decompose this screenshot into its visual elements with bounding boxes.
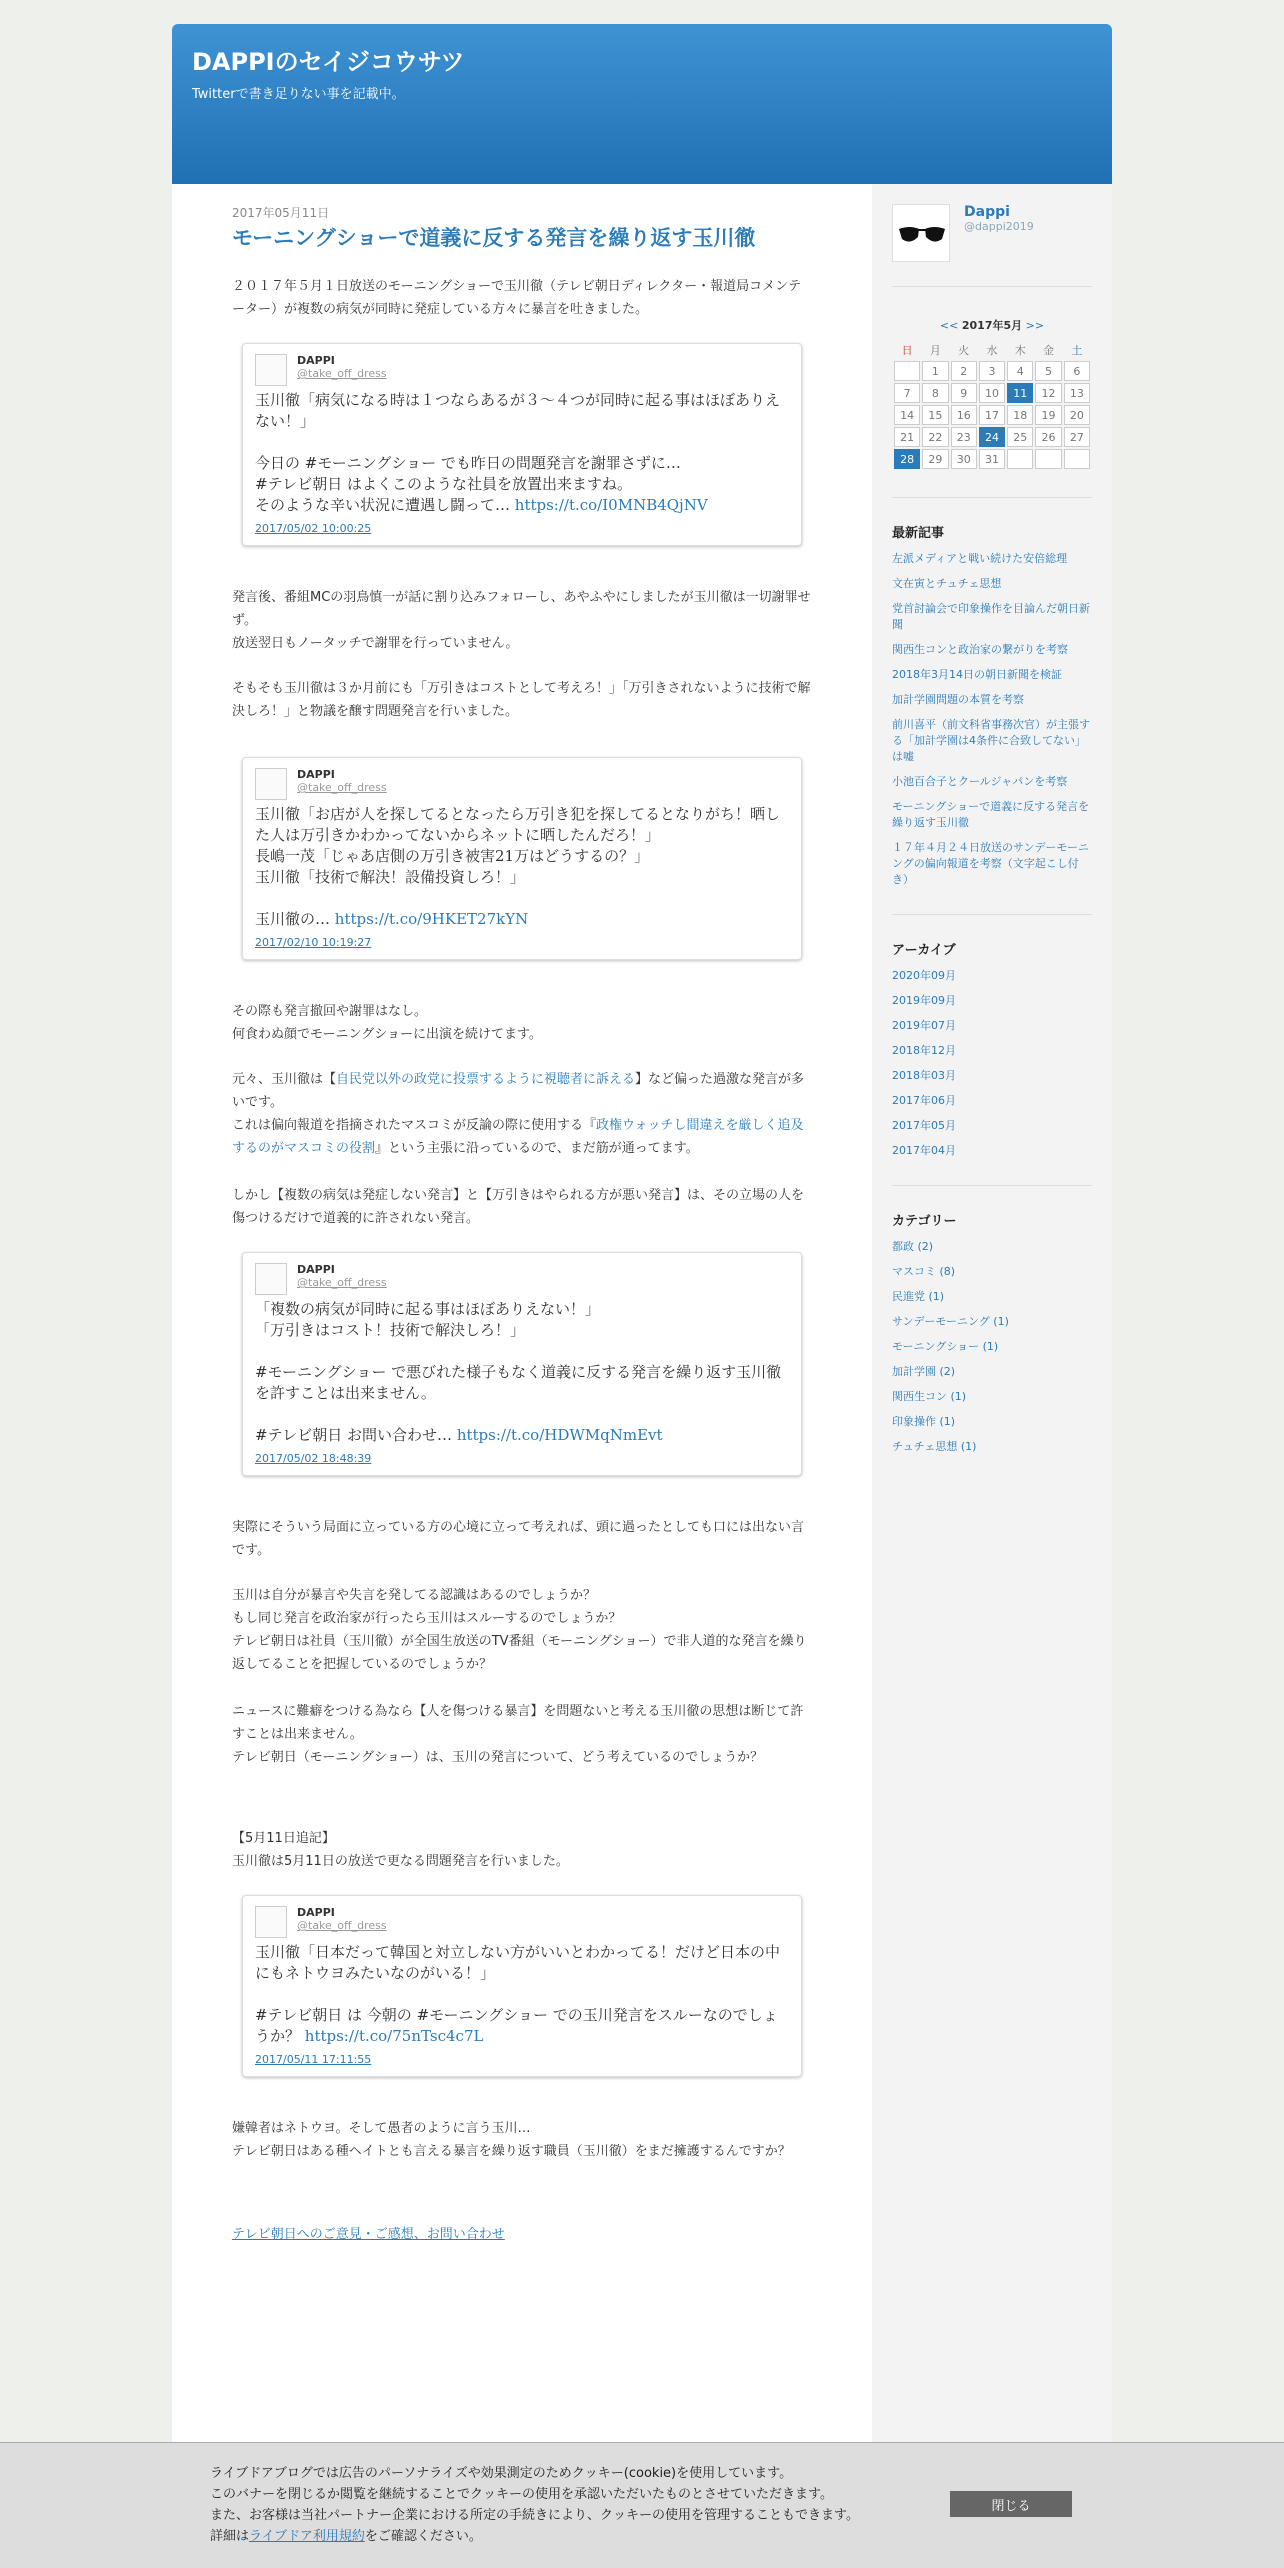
recent-post-link[interactable]: 前川喜平（前文科省事務次官）が主張する「加計学園は4条件に合致してない」は嘘 bbox=[892, 718, 1090, 763]
calendar-day bbox=[1007, 449, 1033, 469]
article bbox=[172, 184, 872, 2474]
embedded-tweet bbox=[242, 343, 802, 546]
calendar-day: 25 bbox=[1007, 427, 1033, 447]
category-link[interactable]: 加計学園 (2) bbox=[892, 1365, 956, 1378]
recent-post-link[interactable]: 2018年3月14日の朝日新聞を検証 bbox=[892, 668, 1062, 681]
category-link[interactable]: 関西生コン (1) bbox=[892, 1390, 967, 1403]
paragraph: しかし【複数の病気は発症しない発言】と【万引きはやられる方が悪い発言】は、その立場の人を傷つけるだけで道義的に許されない発言。 bbox=[232, 1188, 805, 1227]
section-title: カテゴリー bbox=[892, 1214, 957, 1229]
post-date: 2017年05月11日 bbox=[232, 206, 330, 220]
archive-link[interactable]: 2018年03月 bbox=[892, 1069, 956, 1082]
calendar-day: 29 bbox=[922, 449, 948, 469]
text-span: これは偏向報道を指摘されたマスコミが反論の際に使用する『 bbox=[232, 1118, 597, 1134]
tweet-avatar[interactable] bbox=[255, 1906, 287, 1938]
calendar bbox=[892, 317, 1092, 471]
calendar-day: 4 bbox=[1007, 361, 1033, 381]
recent-post-link[interactable]: 関西生コンと政治家の繋がりを考察 bbox=[892, 643, 1068, 656]
calendar-day: 9 bbox=[951, 383, 977, 403]
tweet-author[interactable]: DAPPI bbox=[297, 768, 335, 782]
tweet-link[interactable]: https://t.co/9HKET27kYN bbox=[334, 910, 529, 929]
calendar-day: 30 bbox=[951, 449, 977, 469]
calendar-day: 8 bbox=[922, 383, 948, 403]
avatar[interactable] bbox=[892, 204, 950, 262]
calendar-day: 14 bbox=[894, 405, 920, 425]
calendar-day: 5 bbox=[1035, 361, 1061, 381]
calendar-day: 20 bbox=[1064, 405, 1090, 425]
calendar-day: 15 bbox=[922, 405, 948, 425]
cookie-banner bbox=[0, 2442, 1284, 2568]
recent-post-link[interactable]: １７年４月２４日放送のサンデーモーニングの偏向報道を考察（文字起こし付き） bbox=[892, 841, 1090, 886]
embedded-tweet bbox=[242, 757, 802, 960]
contact-link[interactable]: テレビ朝日へのご意見・ご感想、お問い合わせ bbox=[232, 2227, 505, 2243]
recent-post-link[interactable]: 左派メディアと戦い続けた安倍総理 bbox=[892, 552, 1068, 565]
section-title: アーカイブ bbox=[892, 943, 956, 958]
calendar-weekday: 木 bbox=[1014, 344, 1026, 357]
recent-post-link[interactable]: 党首討論会で印象操作を目論んだ朝日新聞 bbox=[892, 602, 1090, 631]
archive-link[interactable]: 2017年06月 bbox=[892, 1094, 956, 1107]
recent-posts bbox=[892, 497, 1092, 888]
inline-link[interactable]: 政権ウォッチし間違えを厳しく追及するのがマスコミの役割 bbox=[232, 1118, 804, 1157]
calendar-day bbox=[1064, 449, 1090, 469]
calendar-month: 2017年5月 bbox=[961, 319, 1023, 332]
calendar-day: 17 bbox=[979, 405, 1005, 425]
recent-post-link[interactable]: モーニングショーで道義に反する発言を繰り返す玉川徹 bbox=[892, 800, 1090, 829]
sidebar bbox=[872, 184, 1112, 2474]
calendar-next[interactable]: >> bbox=[1025, 319, 1045, 332]
calendar-day: 13 bbox=[1064, 383, 1090, 403]
embedded-tweet bbox=[242, 1895, 802, 2077]
profile-name[interactable]: Dappi bbox=[964, 204, 1010, 220]
calendar-day bbox=[894, 361, 920, 381]
calendar-day: 21 bbox=[894, 427, 920, 447]
tweet-timestamp[interactable]: 2017/05/11 17:11:55 bbox=[255, 2053, 372, 2067]
tweet-timestamp[interactable]: 2017/05/02 10:00:25 bbox=[255, 522, 372, 536]
recent-post-link[interactable]: 加計学園問題の本質を考察 bbox=[892, 693, 1024, 706]
calendar-day: 12 bbox=[1035, 383, 1061, 403]
category-link[interactable]: サンデーモーニング (1) bbox=[892, 1315, 1009, 1328]
tweet-body: 「複数の病気が同時に起る事はほぼありえない！」 「万引きはコスト！技術で解決しろ！」 #モーニングショー で悪びれた様子もなく道義に反する発言を繰り返す玉川徹を許すことは出来ません。 #テレビ朝日 お問い合わせ… bbox=[255, 1300, 782, 1445]
archive-link[interactable]: 2019年09月 bbox=[892, 994, 956, 1007]
tweet-timestamp[interactable]: 2017/05/02 18:48:39 bbox=[255, 1452, 372, 1466]
text-span: 元々、玉川徹は【 bbox=[232, 1072, 337, 1088]
calendar-day: 1 bbox=[922, 361, 948, 381]
calendar-prev[interactable]: << bbox=[939, 319, 959, 332]
tweet-link[interactable]: https://t.co/75nTsc4c7L bbox=[304, 2027, 484, 2046]
calendar-day: 2 bbox=[951, 361, 977, 381]
calendar-weekday: 月 bbox=[929, 344, 941, 357]
tweet-avatar[interactable] bbox=[255, 354, 287, 386]
cookie-message-end: をご確認ください。 bbox=[364, 2529, 482, 2544]
tweet-author[interactable]: DAPPI bbox=[297, 1906, 335, 1920]
calendar-weekday: 水 bbox=[986, 344, 998, 357]
tweet-text bbox=[255, 1942, 789, 2047]
tweet-avatar[interactable] bbox=[255, 1263, 287, 1295]
paragraph: ２０１７年５月１日放送のモーニングショーで玉川徹（テレビ朝日ディレクター・報道局コメンテーター）が複数の病気が同時に発症している方々に暴言を吐きました。 bbox=[232, 279, 802, 318]
calendar-day: 3 bbox=[979, 361, 1005, 381]
paragraph: その際も発言撤回や謝罪はなし。 何食わぬ顔でモーニングショーに出演を続けてます。 bbox=[232, 1004, 542, 1043]
calendar-day: 19 bbox=[1035, 405, 1061, 425]
calendar-grid bbox=[892, 339, 1092, 471]
archives bbox=[892, 914, 1092, 1159]
blog-description: Twitterで書き足りない事を記載中。 bbox=[192, 87, 405, 102]
archive-link[interactable]: 2019年07月 bbox=[892, 1019, 956, 1032]
profile bbox=[892, 204, 1092, 287]
tweet-body: 玉川徹「病気になる時は１つならあるが３～４つが同時に起る事はほぼありえない！」 今日の #モーニングショー でも昨日の問題発言を謝罪さずに… #テレビ朝日 はよくこのような社員を放置出来ますね。 そのような辛い状況に遭遇し闘って… bbox=[255, 391, 781, 515]
section-title: 最新記事 bbox=[892, 526, 945, 541]
cookie-message: ライブドアブログでは広告のパーソナライズや効果測定のためクッキー(cookie)を使用しています。 このバナーを閉じるか閲覧を継続することでクッキーの使用を承認いただいたものとさせていただきます。 また、お客様は当社パートナー企業における所定の手続きにより、クッキーの使用を管理することもできます。 詳細は bbox=[210, 2466, 859, 2544]
archive-link[interactable]: 2017年05月 bbox=[892, 1119, 956, 1132]
tweet-link[interactable]: https://t.co/I0MNB4QjNV bbox=[514, 496, 708, 515]
category-link[interactable]: チュチェ思想 (1) bbox=[892, 1440, 977, 1453]
calendar-day: 26 bbox=[1035, 427, 1061, 447]
paragraph: 実際にそういう局面に立っている方の心境に立って考えれば、頭に過ったとしても口には出ない言です。 bbox=[232, 1520, 805, 1559]
calendar-day[interactable]: 24 bbox=[979, 427, 1005, 447]
paragraph: ニュースに難癖をつける為なら【人を傷つける暴言】を問題ないと考える玉川徹の思想は断じて許すことは出来ません。 テレビ朝日（モーニングショー）は、玉川の発言について、どう考えているのでしょうか？ bbox=[232, 1704, 804, 1766]
tweet-text bbox=[255, 804, 789, 930]
blog-title[interactable]: DAPPIのセイジコウサツ bbox=[192, 48, 465, 76]
blog-header bbox=[172, 24, 1112, 184]
paragraph: 発言後、番組MCの羽鳥慎一が話に割り込みフォローし、あやふやにしましたが玉川徹は一切謝罪せず。 放送翌日もノータッチで謝罪を行っていません。 bbox=[232, 590, 811, 652]
text-span: 』という主張に沿っているので、まだ筋が通ってます。 bbox=[375, 1141, 699, 1157]
calendar-weekday: 金 bbox=[1043, 344, 1055, 357]
recent-post-link[interactable]: 文在寅とチュチェ思想 bbox=[892, 577, 1002, 590]
calendar-day: 16 bbox=[951, 405, 977, 425]
tweet-avatar[interactable] bbox=[255, 768, 287, 800]
tweet-link[interactable]: https://t.co/HDWMqNmEvt bbox=[456, 1426, 663, 1445]
inline-link[interactable]: 自民党以外の政党に投票するように視聴者に訴える bbox=[336, 1072, 636, 1088]
tweet-timestamp[interactable]: 2017/02/10 10:19:27 bbox=[255, 936, 372, 950]
paragraph: そもそも玉川徹は３か月前にも「万引きはコストとして考えろ！」「万引きされないように技術で解決しろ！」と物議を醸す問題発言を行いました。 bbox=[232, 681, 811, 720]
calendar-weekday: 日 bbox=[901, 344, 913, 357]
tweet-handle[interactable]: @take_off_dress bbox=[297, 781, 387, 795]
category-link[interactable]: 印象操作 (1) bbox=[892, 1415, 956, 1428]
calendar-day: 22 bbox=[922, 427, 948, 447]
sunglasses-icon bbox=[893, 205, 951, 263]
category-link[interactable]: マスコミ (8) bbox=[892, 1265, 956, 1278]
tweet-body: 玉川徹「お店が人を探してるとなったら万引き犯を探してるとなりがち！晒した人は万引きかわかってないからネットに晒したんだろ！」 長嶋一茂「じゃあ店側の万引き被害21万はどうするの？」 玉川徹「技術で解決！設備投資しろ！」 玉川徹の… bbox=[255, 805, 781, 929]
calendar-day[interactable]: 28 bbox=[894, 449, 920, 469]
tweet-handle[interactable]: @take_off_dress bbox=[297, 1919, 387, 1933]
calendar-day: 18 bbox=[1007, 405, 1033, 425]
text-span: 】など偏った過激な発言が多いです。 bbox=[232, 1072, 805, 1111]
archive-link[interactable]: 2020年09月 bbox=[892, 969, 956, 982]
post-title[interactable]: モーニングショーで道義に反する発言を繰り返す玉川徹 bbox=[232, 226, 756, 250]
tweet-body: 玉川徹「日本だって韓国と対立しない方がいいとわかってる！だけど日本の中にもネトウヨみたいなのがいる！」 #テレビ朝日 は 今朝の #モーニングショー での玉川発言をスルーなのでしょうか？ bbox=[255, 1943, 781, 2046]
calendar-weekday: 土 bbox=[1071, 344, 1083, 357]
calendar-day: 23 bbox=[951, 427, 977, 447]
terms-link[interactable]: ライブドア利用規約 bbox=[249, 2529, 365, 2544]
calendar-day[interactable]: 11 bbox=[1007, 383, 1033, 403]
page-wrapper bbox=[172, 24, 1112, 2474]
tweet-text bbox=[255, 390, 789, 516]
calendar-day: 10 bbox=[979, 383, 1005, 403]
category-link[interactable]: 都政 (2) bbox=[892, 1240, 934, 1253]
paragraph: 嫌韓者はネトウヨ。そして愚者のように言う玉川… テレビ朝日はある種ヘイトとも言える暴言を繰り返す職員（玉川徹）をまだ擁護するんですか？ bbox=[232, 2121, 791, 2160]
profile-id: @dappi2019 bbox=[964, 220, 1034, 233]
categories bbox=[892, 1185, 1092, 1455]
tweet-handle[interactable]: @take_off_dress bbox=[297, 367, 387, 381]
embedded-tweet bbox=[242, 1252, 802, 1476]
calendar-day: 31 bbox=[979, 449, 1005, 469]
recent-post-link[interactable]: 小池百合子とクールジャパンを考察 bbox=[892, 775, 1068, 788]
archive-link[interactable]: 2018年12月 bbox=[892, 1044, 956, 1057]
paragraph: 玉川は自分が暴言や失言を発してる認識はあるのでしょうか？ もし同じ発言を政治家が行ったら玉川はスルーするのでしょうか？ テレビ朝日は社員（玉川徹）が全国生放送のTV番組（モーニングショー）で非人道的な発言を繰り返してることを把握しているのでしょうか？ bbox=[232, 1588, 807, 1673]
category-link[interactable]: モーニングショー (1) bbox=[892, 1340, 999, 1353]
calendar-weekday: 火 bbox=[958, 344, 970, 357]
paragraph: 【5月11日追記】 玉川徹は5月11日の放送で更なる問題発言を行いました。 bbox=[232, 1831, 569, 1870]
calendar-day: 6 bbox=[1064, 361, 1090, 381]
calendar-day: 27 bbox=[1064, 427, 1090, 447]
calendar-day bbox=[1035, 449, 1061, 469]
category-link[interactable]: 民進党 (1) bbox=[892, 1290, 945, 1303]
cookie-text bbox=[210, 2463, 859, 2547]
archive-link[interactable]: 2017年04月 bbox=[892, 1144, 956, 1157]
paragraph bbox=[232, 1068, 812, 1160]
calendar-day: 7 bbox=[894, 383, 920, 403]
tweet-text bbox=[255, 1299, 789, 1446]
close-banner-button[interactable]: 閉じる bbox=[950, 2491, 1072, 2517]
tweet-author[interactable]: DAPPI bbox=[297, 354, 335, 368]
tweet-handle[interactable]: @take_off_dress bbox=[297, 1276, 387, 1290]
tweet-author[interactable]: DAPPI bbox=[297, 1263, 335, 1277]
